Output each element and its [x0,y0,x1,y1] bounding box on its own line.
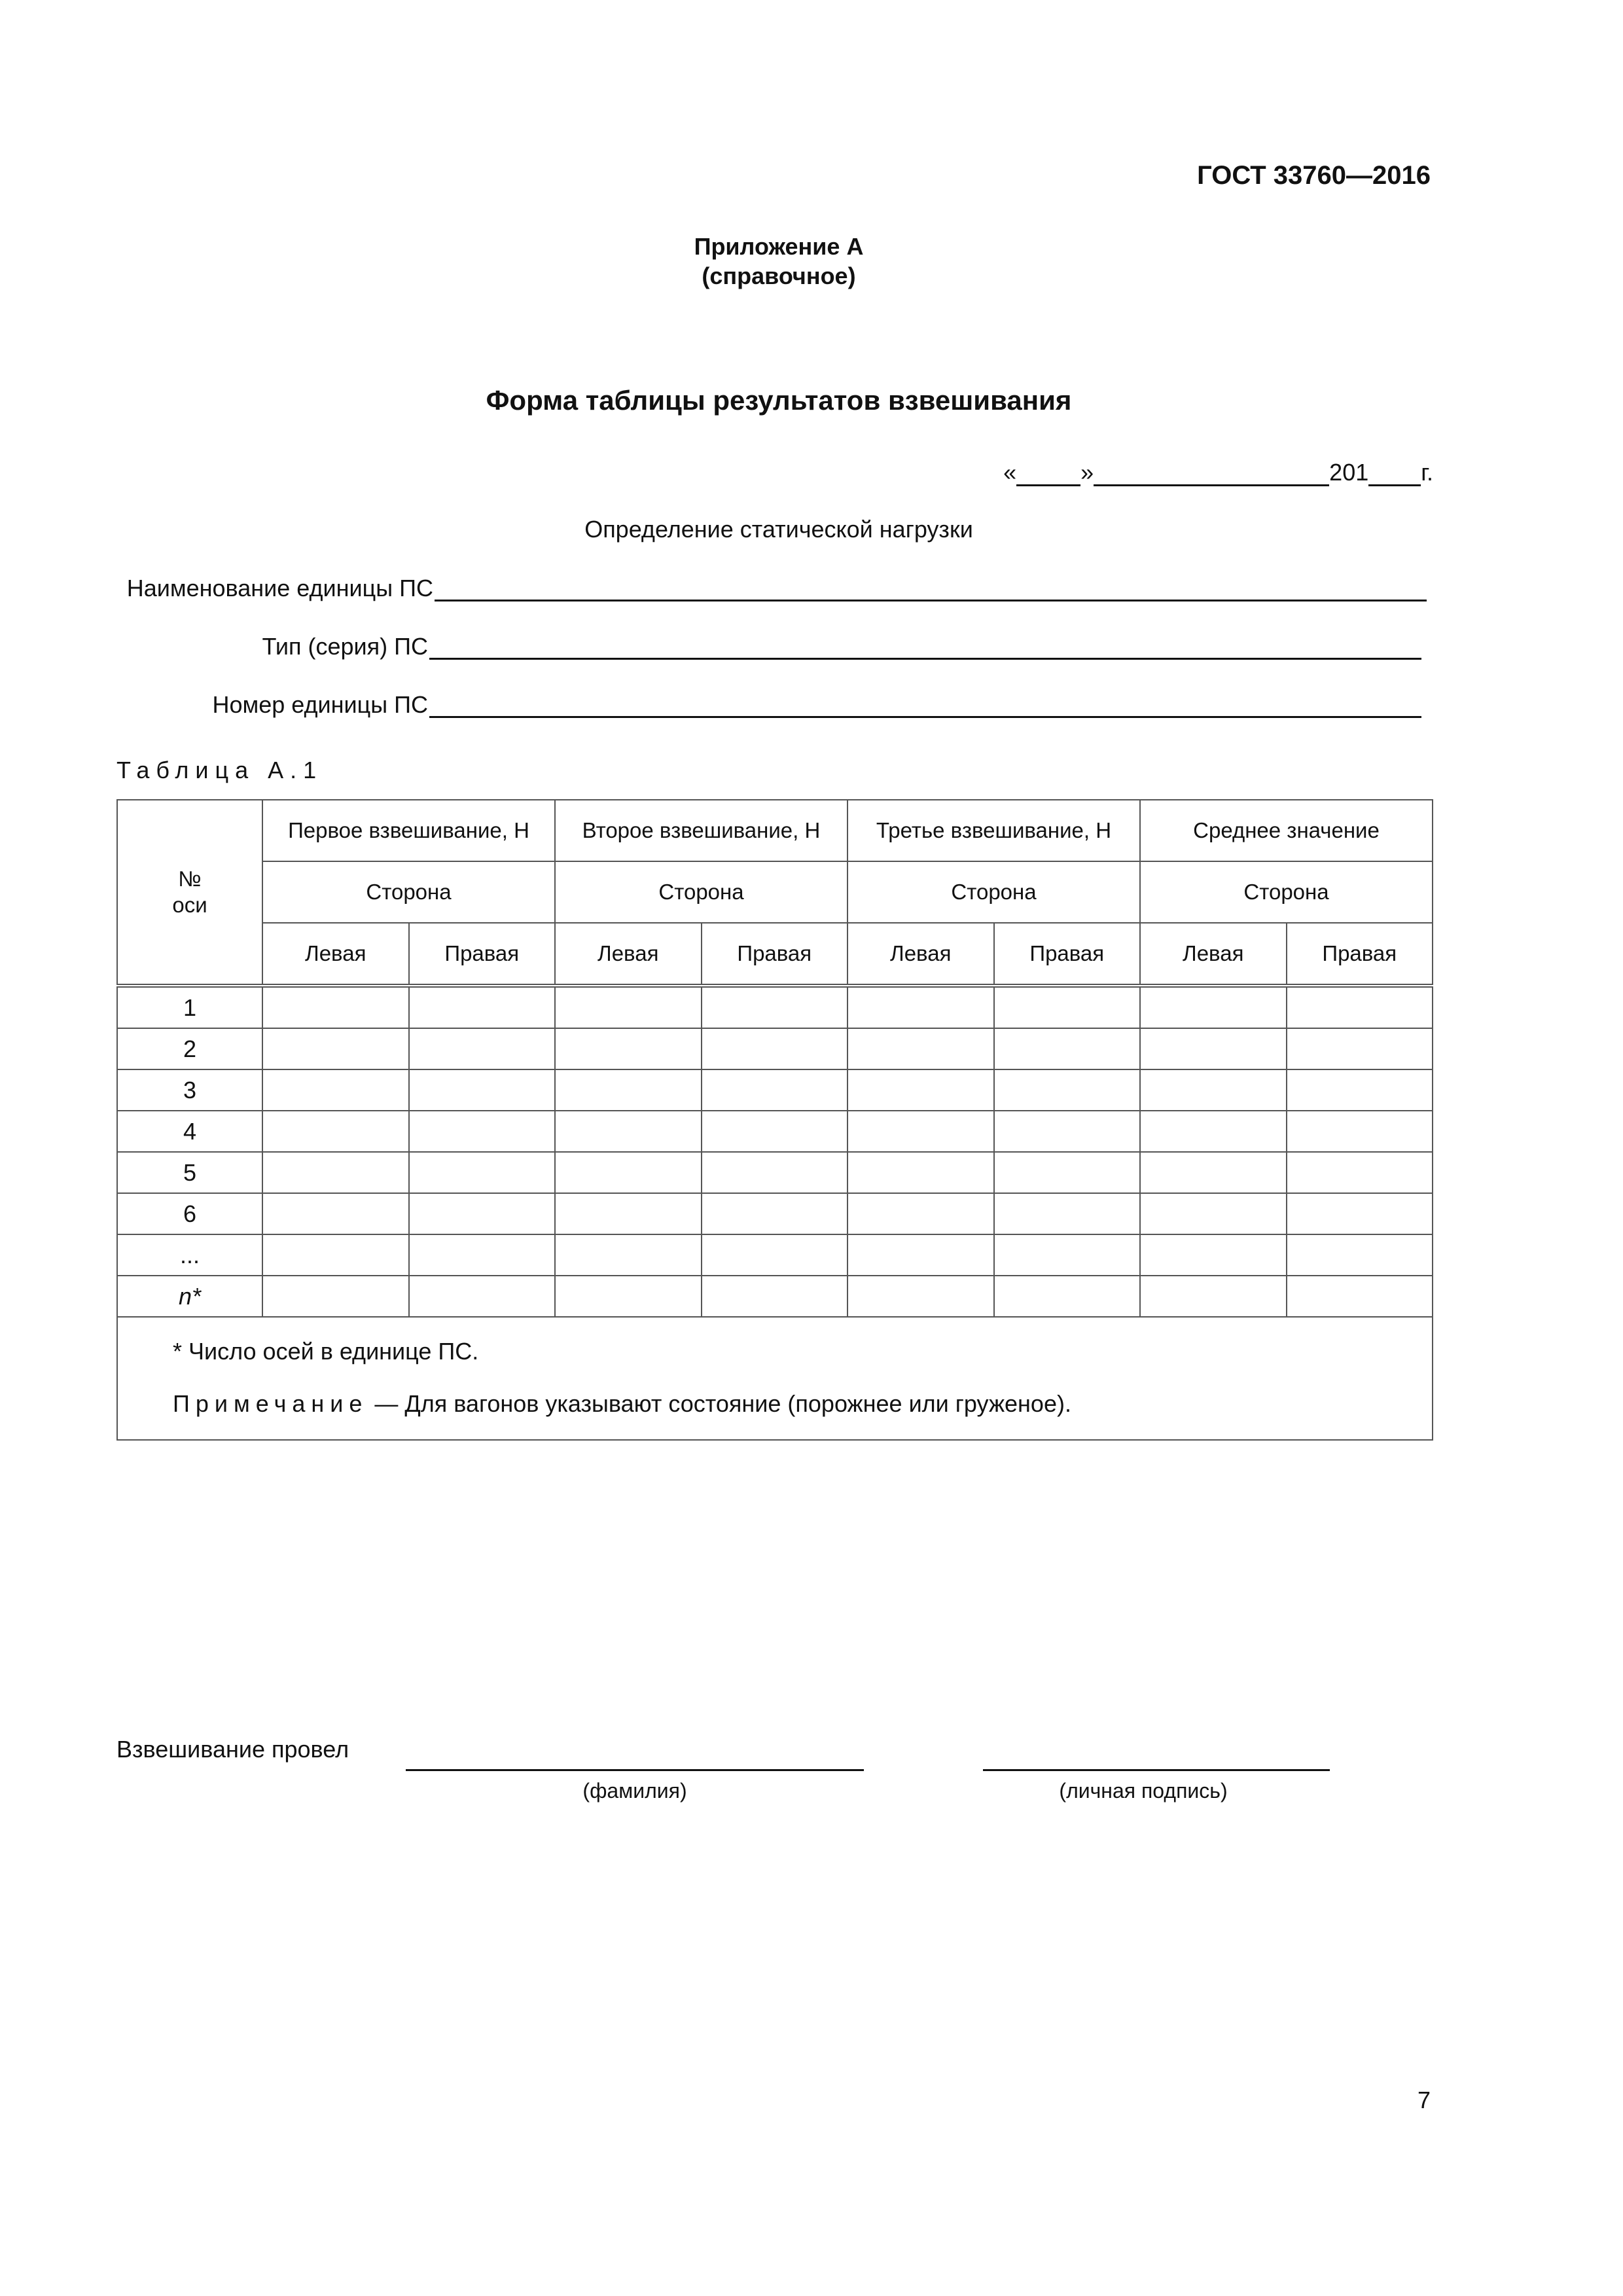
value-cell[interactable] [847,1028,994,1069]
table-row [117,1069,1433,1111]
value-cell[interactable] [409,1193,556,1234]
value-cell[interactable] [994,1111,1141,1152]
left-header: Левая [1140,923,1287,986]
axle-number: 6 [117,1193,262,1234]
value-cell[interactable] [1140,1069,1287,1111]
value-cell[interactable] [262,986,409,1028]
value-cell[interactable] [262,1193,409,1234]
value-cell[interactable] [409,1152,556,1193]
signature-line[interactable] [983,1769,1330,1771]
value-cell[interactable] [1287,1111,1433,1152]
second-weighing-header: Второе взвешивание, Н [555,800,847,861]
value-cell[interactable] [847,1234,994,1276]
value-cell[interactable] [1140,1234,1287,1276]
results-table [116,799,1433,1441]
value-cell[interactable] [847,986,994,1028]
value-cell[interactable] [847,1276,994,1317]
value-cell[interactable] [409,1276,556,1317]
value-cell[interactable] [262,1234,409,1276]
value-cell[interactable] [1140,1111,1287,1152]
value-cell[interactable] [847,1193,994,1234]
value-cell[interactable] [994,1276,1141,1317]
table-row [117,1152,1433,1193]
value-cell[interactable] [1287,1152,1433,1193]
axle-number: ... [117,1234,262,1276]
value-cell[interactable] [1287,1193,1433,1234]
surname-line[interactable] [406,1769,864,1771]
standard-code: ГОСТ 33760—2016 [1197,161,1431,190]
value-cell[interactable] [555,1276,702,1317]
table-caption: Таблица А.1 [116,757,323,783]
annex-status: (справочное) [702,262,856,289]
right-header: Правая [702,923,848,986]
value-cell[interactable] [409,986,556,1028]
table-row [117,1234,1433,1276]
value-cell[interactable] [262,1276,409,1317]
table-row [117,1193,1433,1234]
unit-number-label: Номер единицы ПС [212,691,428,718]
value-cell[interactable] [1287,1234,1433,1276]
unit-number-line[interactable] [429,716,1421,718]
right-header: Правая [409,923,556,986]
value-cell[interactable] [847,1069,994,1111]
value-cell[interactable] [1287,986,1433,1028]
axle-number: 5 [117,1152,262,1193]
table-row [117,1028,1433,1069]
value-cell[interactable] [1287,1069,1433,1111]
third-weighing-header: Третье взвешивание, Н [847,800,1140,861]
axle-number: n* [117,1276,262,1317]
unit-name-label: Наименование единицы ПС [126,575,433,601]
left-header: Левая [262,923,409,986]
year-suffix: г. [1421,459,1433,486]
value-cell[interactable] [702,1234,848,1276]
header-row-side [117,861,1433,923]
notes-row [117,1317,1433,1440]
value-cell[interactable] [555,986,702,1028]
axle-number: 3 [117,1069,262,1111]
year-blank[interactable] [1368,458,1421,486]
date-close-quote: » [1080,459,1094,486]
value-cell[interactable] [555,1028,702,1069]
right-header: Правая [994,923,1141,986]
value-cell[interactable] [555,1111,702,1152]
value-cell[interactable] [702,1276,848,1317]
value-cell[interactable] [994,1234,1141,1276]
side-header: Сторона [1140,861,1433,923]
footnote: * Число осей в единице ПС. [173,1338,479,1365]
type-line[interactable] [429,658,1421,660]
value-cell[interactable] [262,1069,409,1111]
value-cell[interactable] [262,1111,409,1152]
value-cell[interactable] [994,986,1141,1028]
value-cell[interactable] [994,1069,1141,1111]
form-subtitle: Определение статической нагрузки [584,516,973,543]
value-cell[interactable] [702,1193,848,1234]
value-cell[interactable] [702,1028,848,1069]
value-cell[interactable] [555,1069,702,1111]
left-header: Левая [555,923,702,986]
value-cell[interactable] [1287,1028,1433,1069]
table-notes [117,1317,1433,1440]
value-cell[interactable] [409,1234,556,1276]
axle-number: 2 [117,1028,262,1069]
value-cell[interactable] [555,1193,702,1234]
left-header: Левая [847,923,994,986]
year-prefix: 201 [1329,459,1369,486]
side-header: Сторона [847,861,1140,923]
annex-title: Приложение А [694,233,864,260]
page-number: 7 [1417,2087,1431,2113]
signature-label: Взвешивание провел [116,1736,349,1763]
value-cell[interactable] [702,1111,848,1152]
month-blank[interactable] [1094,458,1329,486]
axle-number: 4 [117,1111,262,1152]
value-cell[interactable] [994,1028,1141,1069]
note [173,1378,1432,1430]
header-row-left-right [117,923,1433,986]
value-cell[interactable] [702,1069,848,1111]
signature-caption: (личная подпись) [1059,1779,1228,1803]
date-line [1003,458,1433,486]
value-cell[interactable] [555,1152,702,1193]
unit-name-line[interactable] [435,600,1427,601]
value-cell[interactable] [994,1152,1141,1193]
table-row [117,986,1433,1028]
value-cell[interactable] [262,1152,409,1193]
value-cell[interactable] [409,1111,556,1152]
note-label: Примечание [173,1390,368,1417]
axle-number: 1 [117,986,262,1028]
axle-number-header: № оси [117,800,262,986]
value-cell[interactable] [1140,1193,1287,1234]
value-cell[interactable] [1140,1152,1287,1193]
value-cell[interactable] [409,1028,556,1069]
value-cell[interactable] [847,1152,994,1193]
right-header: Правая [1287,923,1433,986]
table-row [117,1111,1433,1152]
average-header: Среднее значение [1140,800,1433,861]
side-header: Сторона [555,861,847,923]
value-cell[interactable] [409,1069,556,1111]
surname-caption: (фамилия) [582,1779,687,1803]
first-weighing-header: Первое взвешивание, Н [262,800,555,861]
value-cell[interactable] [702,986,848,1028]
value-cell[interactable] [1287,1276,1433,1317]
value-cell[interactable] [1140,1276,1287,1317]
value-cell[interactable] [1140,1028,1287,1069]
day-blank[interactable] [1016,458,1080,486]
form-title: Форма таблицы результатов взвешивания [486,385,1072,416]
note-text: — Для вагонов указывают состояние (порожнее или груженое). [368,1390,1071,1417]
value-cell[interactable] [555,1234,702,1276]
value-cell[interactable] [702,1152,848,1193]
value-cell[interactable] [262,1028,409,1069]
value-cell[interactable] [847,1111,994,1152]
side-header: Сторона [262,861,555,923]
type-label: Тип (серия) ПС [262,633,428,660]
value-cell[interactable] [994,1193,1141,1234]
table-row [117,1276,1433,1317]
date-open-quote: « [1003,459,1017,486]
header-row-groups [117,800,1433,861]
value-cell[interactable] [1140,986,1287,1028]
